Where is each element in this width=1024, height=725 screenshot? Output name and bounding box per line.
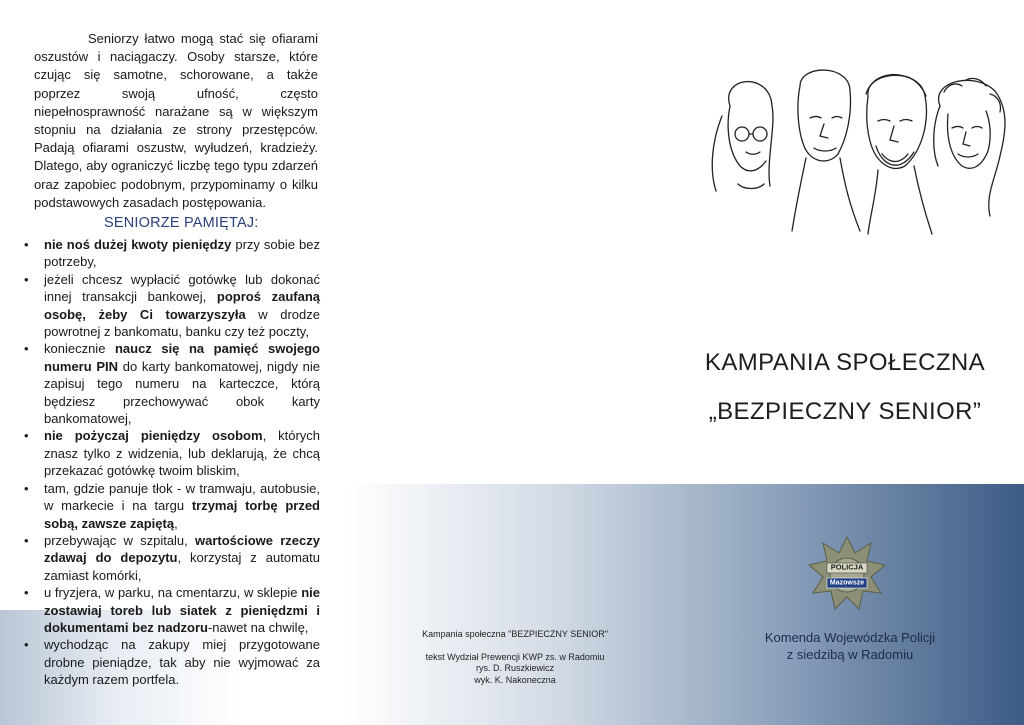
bottom-gradient-band	[345, 484, 1024, 725]
intro-paragraph	[34, 30, 318, 212]
police-star-badge-icon	[808, 536, 886, 614]
tip-item: • nie pożyczaj pieniędzy osobom, których znasz tylko z widzenia, lub deklarują, że chcą przekazać gotówkę twoim bliskim,	[24, 427, 320, 479]
credits	[410, 629, 620, 686]
badge-top-text: POLICJA	[830, 562, 864, 572]
tip-item: • u fryzjera, w parku, na cmentarzu, w sklepie nie zostawiaj toreb lub siatek z pieniędzmi i dokumentami bez nadzoru-nawet na chwilę,	[24, 584, 320, 636]
hq-line2: z siedzibą w Radomiu	[786, 647, 914, 662]
tips-heading: SENIORZE PAMIĘTAJ:	[104, 215, 259, 231]
campaign-title-line2: „BEZPIECZNY SENIOR”	[708, 398, 982, 425]
campaign-title	[690, 338, 1000, 436]
intro-text: Seniorzy łatwo mogą stać się ofiarami oszustów i naciągaczy. Osoby starsze, które czując się samotne, schorowane, a także poprzez swoją ufność, często niepełnosprawność narażane są w większym stopniu na działania ze strony przestępców. Padają ofiarami oszustw, wyłudzeń, kradzieży. Dlatego, aby ograniczyć liczbę tego typu zdarzeń oraz zapobiec podobnym, przypominamy o kilku podstawowych zasadach postępowania.	[34, 31, 318, 210]
tip-item: • koniecznie naucz się na pamięć swojego numeru PIN do karty bankomatowej, nigdy nie zapisuj tego numeru na karteczce, którą będziesz przechowywać obok karty bankomatowej,	[24, 340, 320, 427]
tip-item: • wychodząc na zakupy miej przygotowane drobne pieniądze, tak aby nie wyjmować za każdym razem portfela.	[24, 636, 320, 688]
badge-bottom-text: Mazowsze	[829, 579, 865, 587]
tip-item: • przebywając w szpitalu, wartościowe rzeczy zdawaj do depozytu, korzystaj z automatu zamiast komórki,	[24, 532, 320, 584]
tip-item: • tam, gdzie panuje tłok - w tramwaju, autobusie, w markecie i na targu trzymaj torbę przed sobą, zawsze zapiętą,	[24, 480, 320, 532]
campaign-title-line1: KAMPANIA SPOŁECZNA	[704, 349, 986, 376]
hq-line1: Komenda Wojewódzka Policji	[764, 630, 936, 645]
tip-item: • jeżeli chcesz wypłacić gotówkę lub dokonać innej transakcji bankowej, poproś zaufaną osobę, żeby Ci towarzyszyła w drodze powrotnej z bankomatu, banku czy też poczty,	[24, 271, 320, 341]
headquarters-name	[740, 629, 960, 663]
tip-item: • nie noś dużej kwoty pieniędzy przy sobie bez potrzeby,	[24, 236, 320, 271]
credits-line4: wyk. K. Nakoneczna	[474, 674, 556, 685]
tips-list	[24, 236, 320, 689]
credits-line2: tekst Wydział Prewencji KWP zs. w Radomiu	[425, 651, 605, 662]
credits-line1: Kampania społeczna "BEZPIECZNY SENIOR"	[422, 629, 608, 639]
seniors-illustration	[700, 66, 1010, 236]
credits-line3: rys. D. Ruszkiewicz	[475, 663, 554, 673]
